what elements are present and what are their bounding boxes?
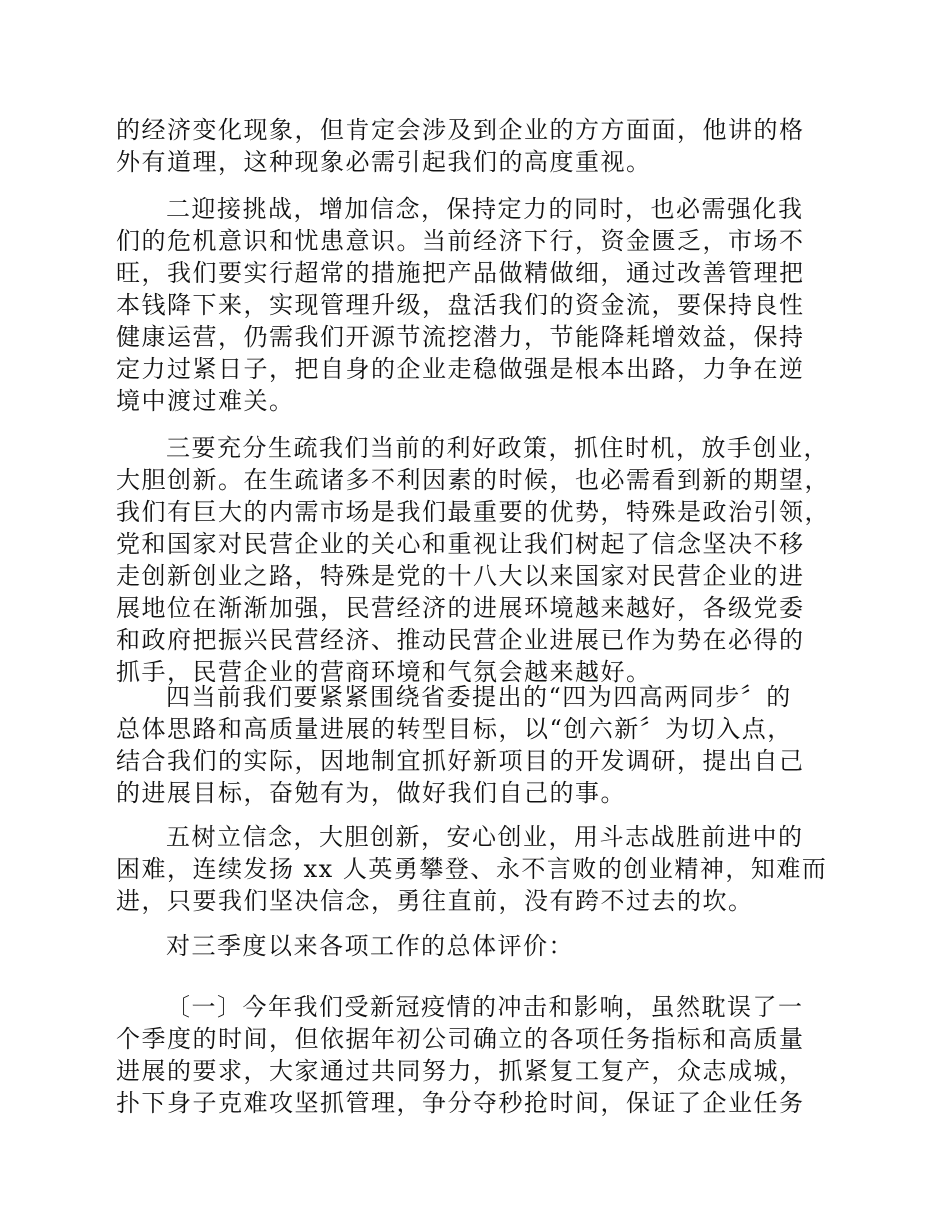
text-line: 总体思路和高质量进展的转型目标，以“创六新〞为切入点， [116, 715, 793, 743]
text-line: 走创新创业之路，特殊是党的十八大以来国家对民营企业的进 [116, 562, 805, 590]
text-line: 定力过紧日子，把自身的企业走稳做强是根本出路，力争在逆 [116, 355, 805, 383]
text-line: 二迎接挑战，增加信念，保持定力的同时，也必需强化我 [166, 195, 804, 223]
text-line: 抓手，民营企业的营商环境和气氛会越来越好。 [116, 658, 652, 686]
paragraph-4 [116, 681, 836, 809]
paragraph-7 [116, 991, 836, 1119]
text-line: 个季度的时间，但依据年初公司确立的各项任务指标和高质量 [116, 1025, 805, 1053]
text-line: 境中渡过难关。 [116, 387, 295, 415]
text-line: 大胆创新。在生疏诸多不利因素的时候，也必需看到新的期望， [116, 466, 830, 494]
text-line: 健康运营，仍需我们开源节流挖潜力，节能降耗增效益，保持 [116, 323, 805, 351]
text-line: 进展的要求，大家通过共同努力，抓紧复工复产，众志成城， [116, 1057, 805, 1085]
text-line: 展地位在渐渐加强，民营经济的进展环境越来越好，各级党委 [116, 594, 805, 622]
text-line: 本钱降下来，实现管理升级，盘活我们的资金流，要保持良性 [116, 291, 805, 319]
text-line: 对三季度以来各项工作的总体评价： [166, 932, 574, 960]
paragraph-6 [116, 930, 836, 962]
text-line: 三要充分生疏我们当前的利好政策，抓住时机，放手创业， [166, 434, 829, 462]
text-line: 党和国家对民营企业的关心和重视让我们树起了信念坚决不移 [116, 530, 805, 558]
text-line: 四当前我们要紧紧围绕省委提出的“四为四高两同步〞的 [166, 683, 792, 711]
paragraph-3 [116, 432, 836, 688]
text-line: 五树立信念，大胆创新，安心创业，用斗志战胜前进中的 [166, 823, 804, 851]
paragraph-1 [116, 114, 836, 178]
text-line: 和政府把振兴民营经济、推动民营企业进展已作为势在必得的 [116, 626, 805, 654]
text-line: 困难，连续发扬 xx 人英勇攀登、永不言败的创业精神，知难而 [116, 855, 828, 883]
text-line: 们的危机意识和忧患意识。当前经济下行，资金匮乏，市场不 [116, 227, 805, 255]
text-line: 结合我们的实际，因地制宜抓好新项目的开发调研，提出自己 [116, 747, 805, 775]
paragraph-5 [116, 821, 836, 917]
text-line: 的经济变化现象，但肯定会涉及到企业的方方面面，他讲的格 [116, 116, 805, 144]
text-line: 进，只要我们坚决信念，勇往直前，没有跨不过去的坎。 [116, 887, 754, 915]
text-line: 的进展目标，奋勉有为，做好我们自己的事。 [116, 779, 626, 807]
text-line: 我们有巨大的内需市场是我们最重要的优势，特殊是政治引领， [116, 498, 830, 526]
text-line: 〔一〕今年我们受新冠疫情的冲击和影响，虽然耽误了一 [166, 993, 804, 1021]
text-line: 扑下身子克难攻坚抓管理，争分夺秒抢时间，保证了企业任务 [116, 1089, 805, 1117]
text-line: 旺，我们要实行超常的措施把产品做精做细，通过改善管理把 [116, 259, 805, 287]
text-line: 外有道理，这种现象必需引起我们的高度重视。 [116, 148, 652, 176]
paragraph-2 [116, 193, 836, 417]
